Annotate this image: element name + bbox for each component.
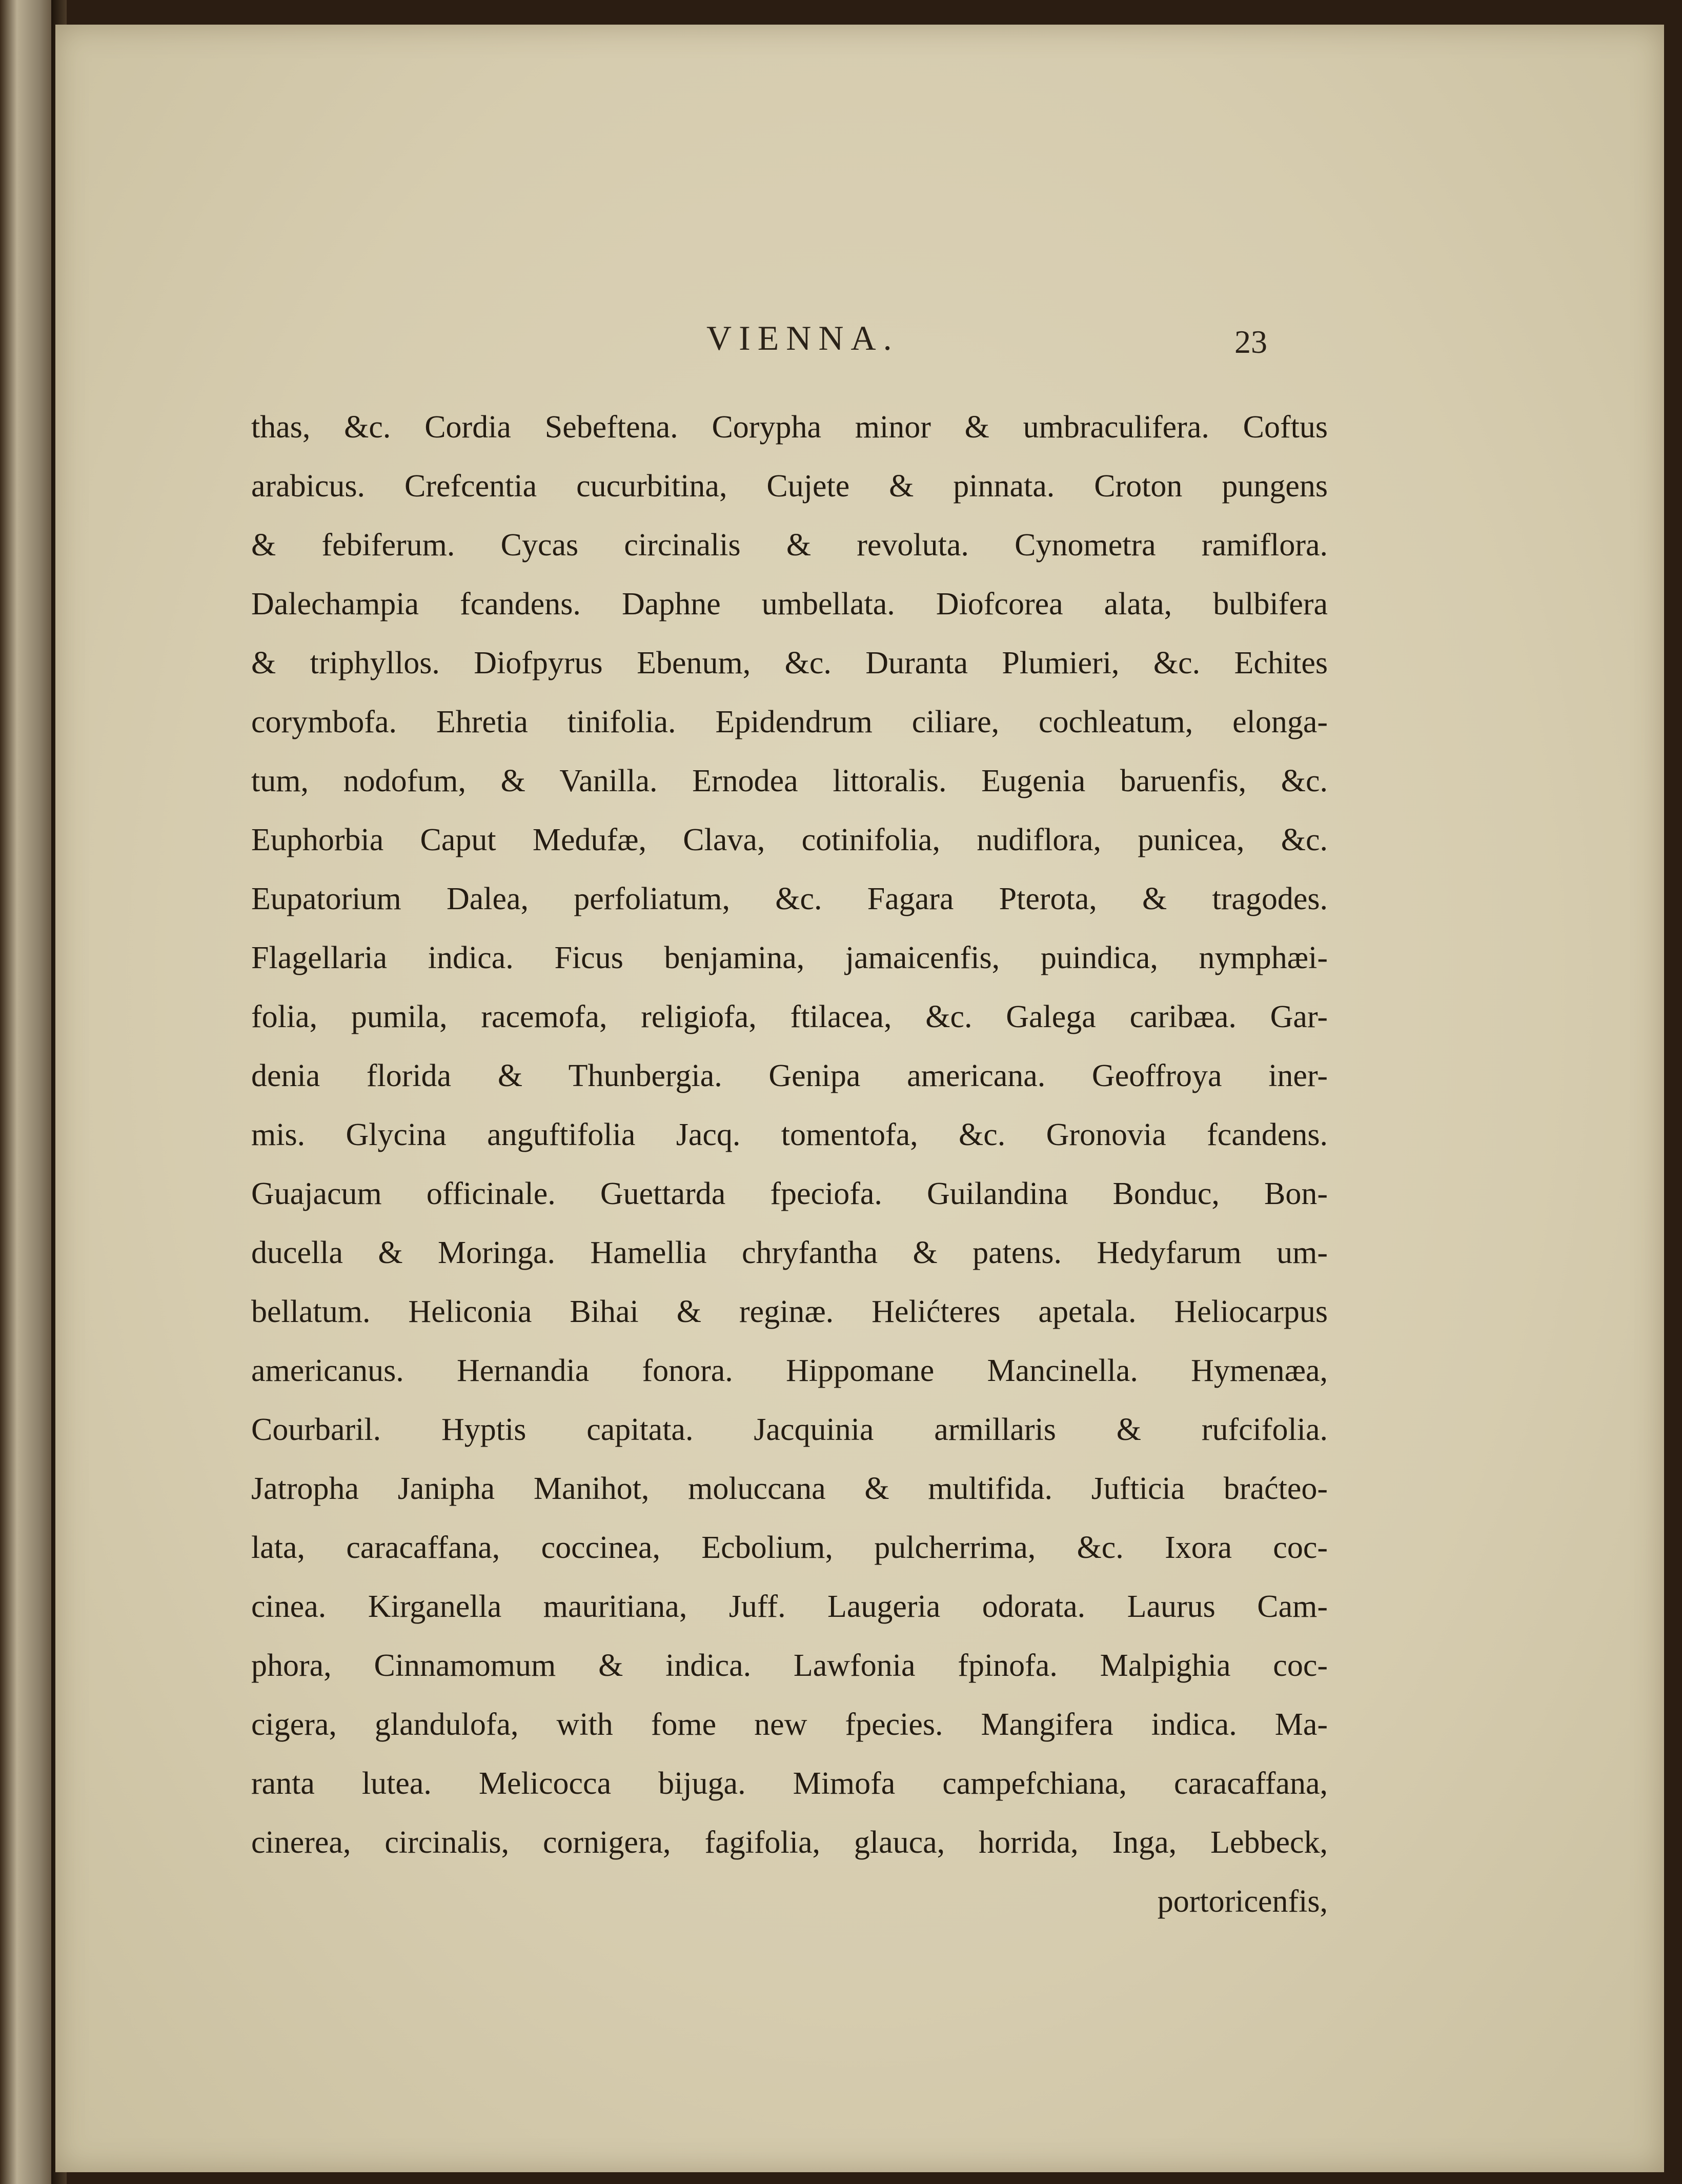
text-line: tum, nodofum, & Vanilla. Ernodea littoralis. Eugenia baruenfis, &c. [251,764,1328,798]
text-line: & triphyllos. Diofpyrus Ebenum, &c. Duranta Plumieri, &c. Echites [251,646,1328,680]
previous-page-edge [0,0,56,2184]
catchword: portoricenfis, [1157,1884,1328,1919]
text-line: folia, pumila, racemofa, religiofa, ftilacea, &c. Galega caribæa. Gar- [251,999,1328,1034]
text-line: Eupatorium Dalea, perfoliatum, &c. Fagara Pterota, & tragodes. [251,881,1328,916]
book-page [55,25,1664,2172]
text-line: thas, &c. Cordia Sebeftena. Corypha minor & umbraculifera. Coftus [251,410,1328,445]
text-line: Courbaril. Hyptis capitata. Jacquinia armillaris & rufcifolia. [251,1412,1328,1447]
text-line: Guajacum officinale. Guettarda fpeciofa. Guilandina Bonduc, Bon- [251,1176,1328,1211]
text-line: Euphorbia Caput Medufæ, Clava, cotinifolia, nudiflora, punicea, &c. [251,823,1328,857]
text-line: denia florida & Thunbergia. Genipa americana. Geoffroya iner- [251,1058,1328,1093]
text-line: mis. Glycina anguftifolia Jacq. tomentofa, &c. Gronovia fcandens. [251,1117,1328,1152]
text-line: cigera, glandulofa, with fome new fpecies. Mangifera indica. Ma- [251,1707,1328,1742]
text-line: Flagellaria indica. Ficus benjamina, jamaicenfis, puindica, nymphæi- [251,940,1328,975]
text-line: Dalechampia fcandens. Daphne umbellata. Diofcorea alata, bulbifera [251,587,1328,622]
text-line: corymbofa. Ehretia tinifolia. Epidendrum ciliare, cochleatum, elonga- [251,705,1328,739]
text-line: phora, Cinnamomum & indica. Lawfonia fpinofa. Malpighia coc- [251,1648,1328,1683]
running-head: VIENNA. [706,318,899,357]
text-line: americanus. Hernandia fonora. Hippomane Mancinella. Hymenæa, [251,1353,1328,1388]
body-text [251,398,1328,1931]
text-line: cinerea, circinalis, cornigera, fagifolia, glauca, horrida, Inga, Lebbeck, [251,1825,1328,1860]
text-line: arabicus. Crefcentia cucurbitina, Cujete & pinnata. Croton pungens [251,469,1328,504]
page-header [55,318,1664,364]
text-line: Jatropha Janipha Manihot, moluccana & multifida. Jufticia braćteo- [251,1471,1328,1506]
text-line: bellatum. Heliconia Bihai & reginæ. Helićteres apetala. Heliocarpus [251,1294,1328,1329]
text-line: cinea. Kirganella mauritiana, Juff. Laugeria odorata. Laurus Cam- [251,1589,1328,1624]
text-line: lata, caracaffana, coccinea, Ecbolium, pulcherrima, &c. Ixora coc- [251,1530,1328,1565]
text-line: ducella & Moringa. Hamellia chryfantha & patens. Hedyfarum um- [251,1235,1328,1270]
text-line: ranta lutea. Melicocca bijuga. Mimofa campefchiana, caracaffana, [251,1766,1328,1801]
page-number: 23 [1234,324,1267,360]
text-line: & febiferum. Cycas circinalis & revoluta. Cynometra ramiflora. [251,528,1328,563]
